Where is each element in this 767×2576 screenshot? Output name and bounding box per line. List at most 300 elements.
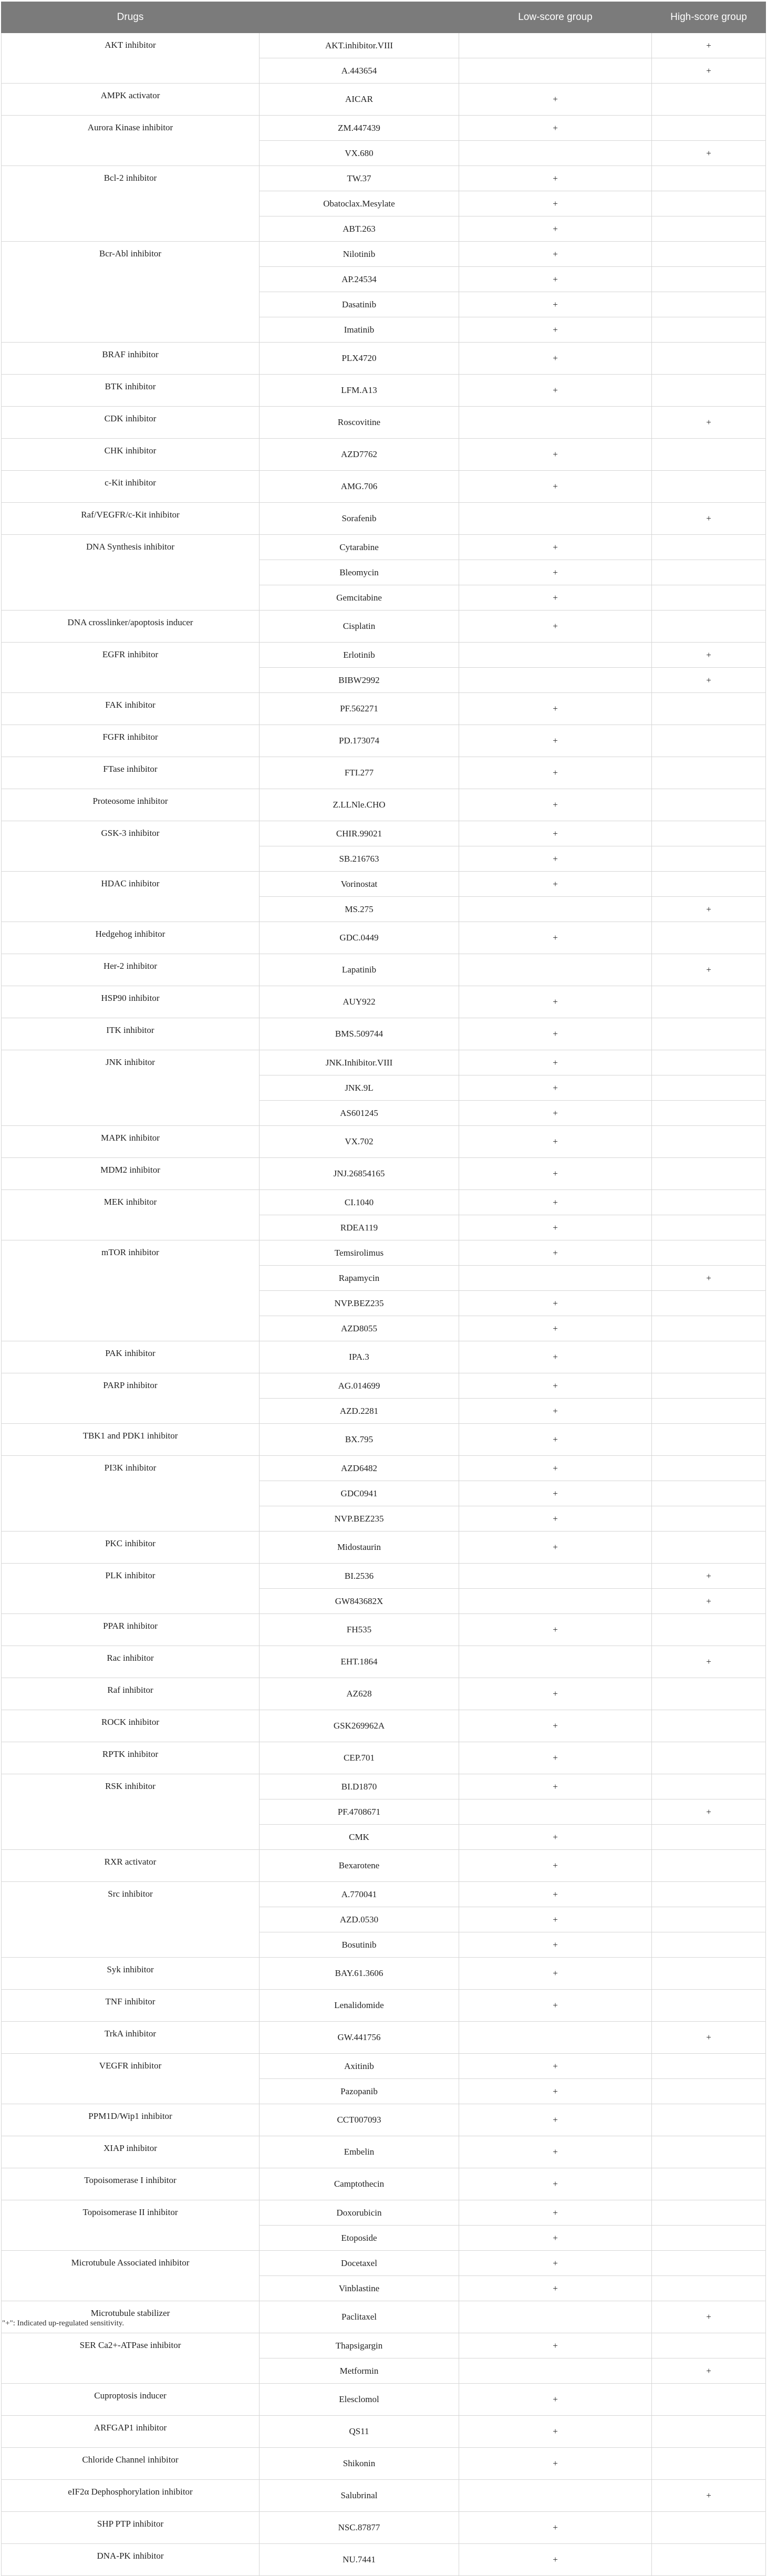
high-score-mark-cell (652, 292, 766, 317)
low-score-mark-cell: + (459, 166, 652, 191)
low-score-mark-cell: + (459, 2416, 652, 2448)
table-row (2, 2448, 766, 2480)
table-row (2, 922, 766, 954)
drug-name-cell: GW.441756 (260, 2022, 459, 2054)
drug-class-cell: VEGFR inhibitor (2, 2054, 260, 2104)
low-score-mark-cell: + (459, 2079, 652, 2104)
drug-name-cell: ABT.263 (260, 216, 459, 242)
low-score-mark-cell: + (459, 292, 652, 317)
table-row (2, 757, 766, 789)
drug-name-cell: FTI.277 (260, 757, 459, 789)
drug-class-cell: EGFR inhibitor (2, 643, 260, 693)
low-score-mark-cell: + (459, 1126, 652, 1158)
high-score-mark-cell (652, 1291, 766, 1316)
high-score-mark-cell (652, 725, 766, 757)
drug-class-cell: AKT inhibitor (2, 33, 260, 84)
high-score-mark-cell (652, 1190, 766, 1215)
table-row (2, 1240, 766, 1266)
high-score-mark-cell (652, 1456, 766, 1481)
table-row (2, 343, 766, 375)
table-header (2, 2, 766, 33)
low-score-mark-cell (459, 2301, 652, 2333)
drug-class-cell: TNF inhibitor (2, 1990, 260, 2022)
high-score-mark-cell: + (652, 643, 766, 668)
table-row (2, 2333, 766, 2358)
low-score-mark-cell: + (459, 1158, 652, 1190)
high-score-mark-cell: + (652, 33, 766, 58)
drug-class-cell: PLK inhibitor (2, 1564, 260, 1614)
drug-name-cell: AZD.2281 (260, 1399, 459, 1424)
low-score-mark-cell (459, 1589, 652, 1614)
table-row (2, 1373, 766, 1399)
low-score-mark-cell: + (459, 2200, 652, 2226)
drug-name-cell: QS11 (260, 2416, 459, 2448)
low-score-mark-cell: + (459, 1481, 652, 1506)
drug-name-cell: Lapatinib (260, 954, 459, 986)
drug-name-cell: AS601245 (260, 1101, 459, 1126)
high-score-mark-cell (652, 191, 766, 216)
high-score-mark-cell: + (652, 58, 766, 84)
drug-name-cell: Rapamycin (260, 1266, 459, 1291)
high-score-mark-cell (652, 216, 766, 242)
drug-class-cell: HDAC inhibitor (2, 872, 260, 922)
low-score-mark-cell: + (459, 1018, 652, 1050)
drug-name-cell: AZD7762 (260, 439, 459, 471)
drug-class-cell: CDK inhibitor (2, 407, 260, 439)
high-score-mark-cell (652, 2448, 766, 2480)
table-row (2, 503, 766, 535)
drug-class-cell: PAK inhibitor (2, 1341, 260, 1373)
high-score-mark-cell (652, 872, 766, 897)
drug-class-cell: DNA Synthesis inhibitor (2, 535, 260, 611)
high-score-mark-cell (652, 2384, 766, 2416)
drug-class-cell: HSP90 inhibitor (2, 986, 260, 1018)
low-score-mark-cell: + (459, 242, 652, 267)
high-score-mark-cell (652, 1710, 766, 1742)
drug-name-cell: Thapsigargin (260, 2333, 459, 2358)
header-low-score-group: Low-score group (459, 2, 652, 33)
drug-class-cell: PPAR inhibitor (2, 1614, 260, 1646)
drug-name-cell: Z.LLNle.CHO (260, 789, 459, 821)
table-row (2, 986, 766, 1018)
table-row (2, 2251, 766, 2276)
drug-name-cell: FH535 (260, 1614, 459, 1646)
drug-name-cell: Axitinib (260, 2054, 459, 2079)
high-score-mark-cell (652, 2168, 766, 2200)
low-score-mark-cell: + (459, 116, 652, 141)
table-row (2, 1564, 766, 1589)
table-row (2, 1850, 766, 1882)
drug-class-cell: ARFGAP1 inhibitor (2, 2416, 260, 2448)
table-row (2, 1958, 766, 1990)
low-score-mark-cell: + (459, 1506, 652, 1532)
drug-class-cell: MDM2 inhibitor (2, 1158, 260, 1190)
high-score-mark-cell (652, 166, 766, 191)
high-score-mark-cell (652, 343, 766, 375)
drug-class-cell: CHK inhibitor (2, 439, 260, 471)
drug-class-cell: FTase inhibitor (2, 757, 260, 789)
table-row (2, 2168, 766, 2200)
drug-name-cell: Cisplatin (260, 611, 459, 643)
low-score-mark-cell: + (459, 2136, 652, 2168)
drug-name-cell: BI.2536 (260, 1564, 459, 1589)
drug-class-cell: TrkA inhibitor (2, 2022, 260, 2054)
drug-name-cell: BAY.61.3606 (260, 1958, 459, 1990)
high-score-mark-cell (652, 242, 766, 267)
drug-name-cell: Salubrinal (260, 2480, 459, 2512)
low-score-mark-cell: + (459, 1678, 652, 1710)
high-score-mark-cell (652, 535, 766, 560)
drug-name-cell: Obatoclax.Mesylate (260, 191, 459, 216)
table-row (2, 1456, 766, 1481)
low-score-mark-cell: + (459, 317, 652, 343)
drug-class-cell: Microtubule stabilizer (2, 2301, 260, 2333)
low-score-mark-cell: + (459, 2251, 652, 2276)
drug-name-cell: AZD.0530 (260, 1907, 459, 1932)
high-score-mark-cell (652, 2512, 766, 2544)
drug-class-cell: Syk inhibitor (2, 1958, 260, 1990)
drug-class-cell: Raf/VEGFR/c-Kit inhibitor (2, 503, 260, 535)
drug-name-cell: JNJ.26854165 (260, 1158, 459, 1190)
table-row (2, 407, 766, 439)
drug-name-cell: PD.173074 (260, 725, 459, 757)
drug-name-cell: NVP.BEZ235 (260, 1506, 459, 1532)
low-score-mark-cell (459, 503, 652, 535)
low-score-mark-cell (459, 2480, 652, 2512)
drug-name-cell: PLX4720 (260, 343, 459, 375)
drug-name-cell: Bosutinib (260, 1932, 459, 1958)
drug-class-cell: Src inhibitor (2, 1882, 260, 1958)
low-score-mark-cell (459, 643, 652, 668)
drug-class-cell: Topoisomerase I inhibitor (2, 2168, 260, 2200)
high-score-mark-cell (652, 2276, 766, 2301)
low-score-mark-cell: + (459, 922, 652, 954)
high-score-mark-cell (652, 2544, 766, 2576)
high-score-mark-cell (652, 560, 766, 585)
low-score-mark-cell (459, 1646, 652, 1678)
drug-class-cell: ROCK inhibitor (2, 1710, 260, 1742)
drug-name-cell: MS.275 (260, 897, 459, 922)
low-score-mark-cell: + (459, 560, 652, 585)
table-row (2, 166, 766, 191)
table-row (2, 2480, 766, 2512)
high-score-mark-cell (652, 471, 766, 503)
drug-name-cell: Lenalidomide (260, 1990, 459, 2022)
drug-class-cell: Chloride Channel inhibitor (2, 2448, 260, 2480)
high-score-mark-cell (652, 1018, 766, 1050)
high-score-mark-cell (652, 439, 766, 471)
low-score-mark-cell: + (459, 693, 652, 725)
low-score-mark-cell (459, 58, 652, 84)
low-score-mark-cell: + (459, 1825, 652, 1850)
high-score-mark-cell (652, 1101, 766, 1126)
table-row (2, 2384, 766, 2416)
low-score-mark-cell: + (459, 1990, 652, 2022)
low-score-mark-cell: + (459, 2276, 652, 2301)
drug-name-cell: CHIR.99021 (260, 821, 459, 846)
high-score-mark-cell: + (652, 668, 766, 693)
high-score-mark-cell: + (652, 1646, 766, 1678)
drug-name-cell: Gemcitabine (260, 585, 459, 611)
high-score-mark-cell: + (652, 503, 766, 535)
high-score-mark-cell (652, 1990, 766, 2022)
low-score-mark-cell: + (459, 1399, 652, 1424)
drug-class-cell: AMPK activator (2, 84, 260, 116)
low-score-mark-cell: + (459, 1190, 652, 1215)
low-score-mark-cell: + (459, 1907, 652, 1932)
drug-class-cell: FAK inhibitor (2, 693, 260, 725)
drug-class-cell: RPTK inhibitor (2, 1742, 260, 1774)
high-score-mark-cell (652, 693, 766, 725)
high-score-mark-cell (652, 1678, 766, 1710)
low-score-mark-cell: + (459, 2054, 652, 2079)
drug-name-cell: VX.680 (260, 141, 459, 166)
low-score-mark-cell: + (459, 1850, 652, 1882)
table-row (2, 2136, 766, 2168)
drug-name-cell: Etoposide (260, 2226, 459, 2251)
drug-name-cell: IPA.3 (260, 1341, 459, 1373)
high-score-mark-cell (652, 922, 766, 954)
low-score-mark-cell: + (459, 1882, 652, 1907)
drug-name-cell: Camptothecin (260, 2168, 459, 2200)
high-score-mark-cell (652, 611, 766, 643)
drug-class-cell: Cuproptosis inducer (2, 2384, 260, 2416)
high-score-mark-cell (652, 1506, 766, 1532)
high-score-mark-cell (652, 2079, 766, 2104)
drug-name-cell: AZ628 (260, 1678, 459, 1710)
drug-class-cell: MEK inhibitor (2, 1190, 260, 1240)
low-score-mark-cell: + (459, 1215, 652, 1240)
low-score-mark-cell: + (459, 2333, 652, 2358)
high-score-mark-cell (652, 375, 766, 407)
high-score-mark-cell (652, 2200, 766, 2226)
table-row (2, 1532, 766, 1564)
high-score-mark-cell: + (652, 141, 766, 166)
drug-class-cell: DNA-PK inhibitor (2, 2544, 260, 2576)
drug-name-cell: Midostaurin (260, 1532, 459, 1564)
low-score-mark-cell (459, 1799, 652, 1825)
low-score-mark-cell (459, 2358, 652, 2384)
drug-name-cell: AMG.706 (260, 471, 459, 503)
table-row (2, 84, 766, 116)
drug-name-cell: BMS.509744 (260, 1018, 459, 1050)
low-score-mark-cell: + (459, 1101, 652, 1126)
high-score-mark-cell (652, 1050, 766, 1075)
low-score-mark-cell: + (459, 439, 652, 471)
table-row (2, 471, 766, 503)
high-score-mark-cell: + (652, 1564, 766, 1589)
drug-name-cell: Bleomycin (260, 560, 459, 585)
low-score-mark-cell: + (459, 1240, 652, 1266)
low-score-mark-cell: + (459, 216, 652, 242)
drug-name-cell: AP.24534 (260, 267, 459, 292)
table-row (2, 1710, 766, 1742)
low-score-mark-cell: + (459, 375, 652, 407)
drug-class-cell: PARP inhibitor (2, 1373, 260, 1424)
table-row (2, 725, 766, 757)
drug-class-cell: MAPK inhibitor (2, 1126, 260, 1158)
drug-name-cell: Vorinostat (260, 872, 459, 897)
high-score-mark-cell (652, 1215, 766, 1240)
low-score-mark-cell (459, 407, 652, 439)
high-score-mark-cell (652, 1532, 766, 1564)
high-score-mark-cell (652, 1774, 766, 1799)
table-row (2, 2054, 766, 2079)
table-row (2, 33, 766, 58)
low-score-mark-cell: + (459, 872, 652, 897)
high-score-mark-cell (652, 2136, 766, 2168)
drug-class-cell: DNA crosslinker/apoptosis inducer (2, 611, 260, 643)
high-score-mark-cell (652, 986, 766, 1018)
low-score-mark-cell: + (459, 2104, 652, 2136)
drug-name-cell: AG.014699 (260, 1373, 459, 1399)
high-score-mark-cell: + (652, 1589, 766, 1614)
table-row (2, 116, 766, 141)
high-score-mark-cell (652, 585, 766, 611)
low-score-mark-cell: + (459, 1710, 652, 1742)
low-score-mark-cell: + (459, 585, 652, 611)
high-score-mark-cell: + (652, 2358, 766, 2384)
drug-class-cell: FGFR inhibitor (2, 725, 260, 757)
high-score-mark-cell (652, 2333, 766, 2358)
table-row (2, 1646, 766, 1678)
table-row (2, 1158, 766, 1190)
drug-name-cell: JNK.9L (260, 1075, 459, 1101)
drug-name-cell: Shikonin (260, 2448, 459, 2480)
table-row (2, 1882, 766, 1907)
footnote: "+": Indicated up-regulated sensitivity. (2, 2319, 125, 2327)
table-row (2, 2022, 766, 2054)
drug-name-cell: GDC0941 (260, 1481, 459, 1506)
drug-name-cell: VX.702 (260, 1126, 459, 1158)
drug-name-cell: Dasatinib (260, 292, 459, 317)
drug-class-cell: SHP PTP inhibitor (2, 2512, 260, 2544)
drug-name-cell: AUY922 (260, 986, 459, 1018)
high-score-mark-cell (652, 1341, 766, 1373)
drug-class-cell: RXR activator (2, 1850, 260, 1882)
drug-class-cell: Bcl-2 inhibitor (2, 166, 260, 242)
low-score-mark-cell: + (459, 1958, 652, 1990)
drug-class-cell: Hedgehog inhibitor (2, 922, 260, 954)
drug-name-cell: NVP.BEZ235 (260, 1291, 459, 1316)
low-score-mark-cell (459, 2022, 652, 2054)
table-row (2, 2512, 766, 2544)
table-row (2, 2104, 766, 2136)
low-score-mark-cell (459, 668, 652, 693)
table-row (2, 1126, 766, 1158)
drug-name-cell: GW843682X (260, 1589, 459, 1614)
high-score-mark-cell: + (652, 2480, 766, 2512)
drug-class-cell: Raf inhibitor (2, 1678, 260, 1710)
drug-class-cell: Rac inhibitor (2, 1646, 260, 1678)
low-score-mark-cell: + (459, 1291, 652, 1316)
drug-class-cell: TBK1 and PDK1 inhibitor (2, 1424, 260, 1456)
low-score-mark-cell: + (459, 1373, 652, 1399)
low-score-mark-cell: + (459, 84, 652, 116)
table-row (2, 872, 766, 897)
low-score-mark-cell: + (459, 1932, 652, 1958)
table-row (2, 2416, 766, 2448)
high-score-mark-cell: + (652, 407, 766, 439)
table-row (2, 611, 766, 643)
high-score-mark-cell: + (652, 954, 766, 986)
high-score-mark-cell (652, 317, 766, 343)
low-score-mark-cell: + (459, 2168, 652, 2200)
high-score-mark-cell (652, 1158, 766, 1190)
drug-sensitivity-table (1, 2, 766, 2576)
low-score-mark-cell: + (459, 1742, 652, 1774)
low-score-mark-cell: + (459, 2512, 652, 2544)
drug-class-cell: RSK inhibitor (2, 1774, 260, 1850)
high-score-mark-cell: + (652, 897, 766, 922)
drug-name-cell: GSK269962A (260, 1710, 459, 1742)
low-score-mark-cell: + (459, 1341, 652, 1373)
high-score-mark-cell (652, 846, 766, 872)
high-score-mark-cell (652, 1399, 766, 1424)
drug-name-cell: AZD6482 (260, 1456, 459, 1481)
low-score-mark-cell: + (459, 1456, 652, 1481)
low-score-mark-cell: + (459, 611, 652, 643)
drug-name-cell: AKT.inhibitor.VIII (260, 33, 459, 58)
drug-name-cell: JNK.Inhibitor.VIII (260, 1050, 459, 1075)
table-row (2, 643, 766, 668)
high-score-mark-cell (652, 1742, 766, 1774)
drug-class-cell: PI3K inhibitor (2, 1456, 260, 1532)
table-row (2, 242, 766, 267)
drug-class-cell: Bcr-Abl inhibitor (2, 242, 260, 343)
high-score-mark-cell: + (652, 1266, 766, 1291)
drug-class-cell: c-Kit inhibitor (2, 471, 260, 503)
drug-name-cell: PF.4708671 (260, 1799, 459, 1825)
low-score-mark-cell: + (459, 191, 652, 216)
table-row (2, 439, 766, 471)
drug-name-cell: Imatinib (260, 317, 459, 343)
table-row (2, 954, 766, 986)
header-row (2, 2, 766, 33)
drug-class-cell: XIAP inhibitor (2, 2136, 260, 2168)
table-row (2, 1614, 766, 1646)
high-score-mark-cell (652, 84, 766, 116)
low-score-mark-cell: + (459, 1774, 652, 1799)
drug-name-cell: CEP.701 (260, 1742, 459, 1774)
low-score-mark-cell: + (459, 1614, 652, 1646)
high-score-mark-cell (652, 1373, 766, 1399)
drug-class-cell: BTK inhibitor (2, 375, 260, 407)
table-row (2, 2544, 766, 2576)
high-score-mark-cell (652, 1907, 766, 1932)
high-score-mark-cell: + (652, 2022, 766, 2054)
drug-name-cell: CI.1040 (260, 1190, 459, 1215)
low-score-mark-cell (459, 897, 652, 922)
high-score-mark-cell (652, 2251, 766, 2276)
table-row (2, 821, 766, 846)
high-score-mark-cell (652, 1424, 766, 1456)
low-score-mark-cell: + (459, 846, 652, 872)
drug-name-cell: Metformin (260, 2358, 459, 2384)
table-row (2, 1774, 766, 1799)
high-score-mark-cell (652, 2416, 766, 2448)
drug-class-cell: JNK inhibitor (2, 1050, 260, 1126)
drug-name-cell: Elesclomol (260, 2384, 459, 2416)
table-row (2, 1050, 766, 1075)
high-score-mark-cell: + (652, 1799, 766, 1825)
drug-name-cell: BI.D1870 (260, 1774, 459, 1799)
drug-name-cell: EHT.1864 (260, 1646, 459, 1678)
drug-name-cell: GDC.0449 (260, 922, 459, 954)
low-score-mark-cell: + (459, 1050, 652, 1075)
drug-name-cell: Embelin (260, 2136, 459, 2168)
low-score-mark-cell: + (459, 789, 652, 821)
